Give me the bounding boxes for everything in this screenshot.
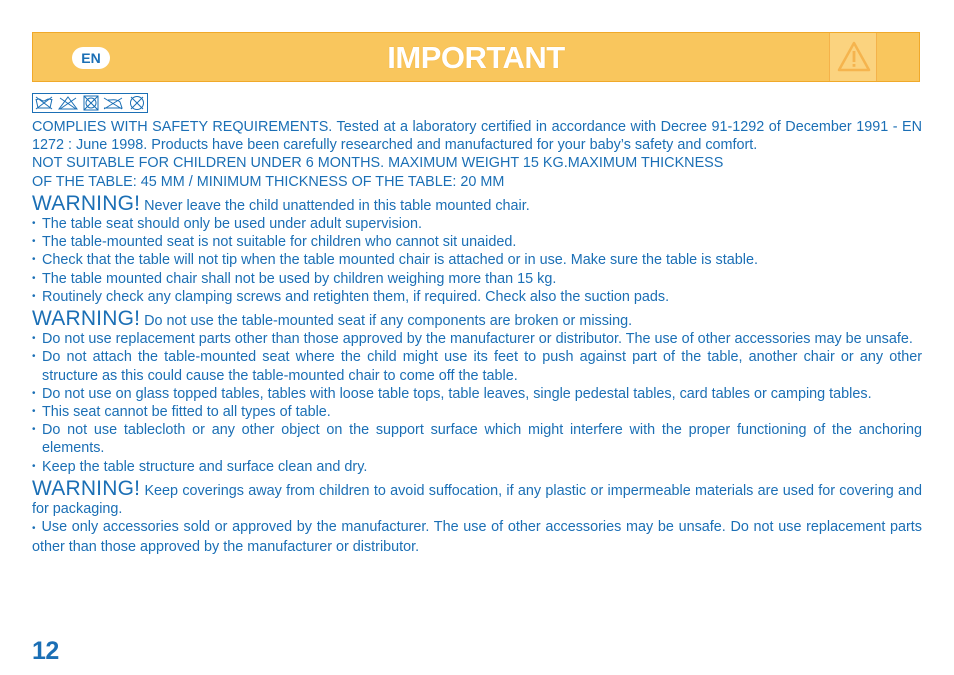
compliance-paragraph: COMPLIES WITH SAFETY REQUIREMENTS. Tested at a laboratory certified in accordance with Decree 91-1292 of December 1991 - EN 1272 : June 1998. Products have been carefully researched and manufactured for your baby’s safety and comfort. [32, 119, 922, 154]
warning-text: Never leave the child unattended in this table mounted chair. [140, 197, 530, 214]
warning-triangle-icon [836, 39, 872, 75]
list-item: • This seat cannot be fitted to all types of table. [32, 403, 922, 421]
language-badge: EN [72, 47, 110, 69]
list-item: • Do not use replacement parts other than those approved by the manufacturer or distributor. The use of other accessories may be unsafe. [32, 330, 922, 348]
warning-label: WARNING! [32, 307, 141, 331]
list-item: • Do not attach the table-mounted seat where the child might use its feet to push against part of the table, another chair or any other structure as this could cause the table-mounted chair to come off the table. [32, 348, 922, 384]
warning-label: WARNING! [32, 191, 141, 215]
list-item: • Do not use tablecloth or any other object on the support surface which might interfere with the proper functioning of the anchoring elements. [32, 421, 922, 457]
list-item: • The table seat should only be used under adult supervision. [32, 215, 922, 233]
warning-label: WARNING! [32, 476, 141, 500]
list-item: • The table-mounted seat is not suitable for children who cannot sit unaided. [32, 233, 922, 251]
header-banner [32, 32, 920, 82]
list-item: • Routinely check any clamping screws and retighten them, if required. Check also the suction pads. [32, 288, 922, 306]
warning-text: Do not use the table-mounted seat if any components are broken or missing. [140, 313, 633, 330]
warning-2 [32, 309, 922, 330]
suitability-line-1: NOT SUITABLE FOR CHILDREN UNDER 6 MONTHS. MAXIMUM WEIGHT 15 KG.MAXIMUM THICKNESS [32, 155, 724, 172]
page-title: IMPORTANT [387, 40, 565, 75]
warning-text: Keep coverings away from children to avoid suffocation, if any plastic or impermeable materials are used for covering and for packaging. [32, 482, 922, 518]
no-iron-icon [104, 98, 122, 109]
no-dry-clean-icon [131, 97, 144, 110]
page-number: 12 [32, 637, 59, 665]
suitability-line-2: OF THE TABLE: 45 MM / MINIMUM THICKNESS OF THE TABLE: 20 MM [32, 173, 505, 190]
list-item: • Use only accessories sold or approved by the manufacturer. The use of other accessories may be unsafe. Do not use replacement parts other than those approved by the manufacturer or distributor. [32, 518, 922, 556]
care-symbols [32, 93, 148, 113]
list-item: • Keep the table structure and surface clean and dry. [32, 458, 922, 476]
warning-3 [32, 476, 922, 518]
instructions-body [32, 118, 922, 557]
no-tumble-dry-icon [84, 96, 98, 110]
warning-symbol-box [829, 33, 877, 81]
list-item: • The table mounted chair shall not be used by children weighing more than 15 kg. [32, 270, 922, 288]
no-bleach-icon [59, 97, 77, 109]
list-item: • Do not use on glass topped tables, tables with loose table tops, table leaves, single pedestal tables, card tables or camping tables. [32, 385, 922, 403]
no-wash-icon [36, 97, 52, 109]
warning-1 [32, 191, 922, 215]
list-item: • Check that the table will not tip when the table mounted chair is attached or in use. Make sure the table is stable. [32, 251, 922, 269]
